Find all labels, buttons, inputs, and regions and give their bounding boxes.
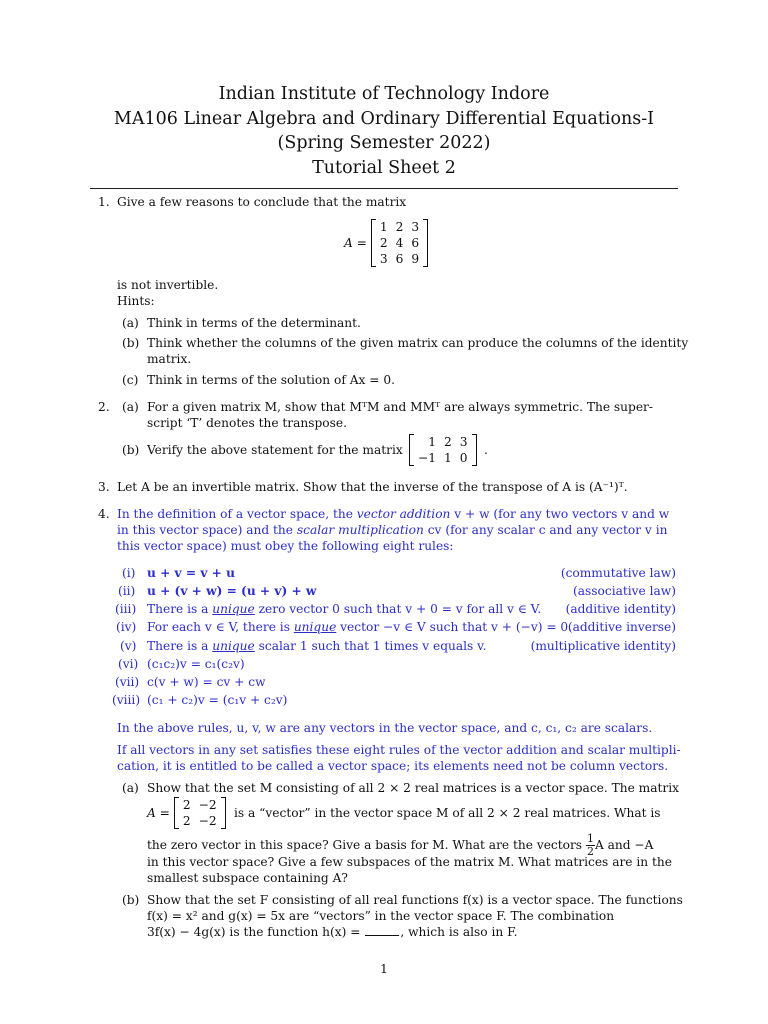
- unique-term: unique: [212, 639, 255, 653]
- rule-label: (v): [120, 639, 137, 653]
- q4-para2-line1: If all vectors in any set satisfies these eight rules of the vector addition and scalar multipli-: [117, 743, 681, 757]
- matrix-cell: 6: [411, 236, 420, 250]
- rule-pre: There is a: [147, 639, 213, 653]
- rule-text: [147, 601, 541, 618]
- matrix-cell: 0: [459, 451, 468, 465]
- fraction-numerator: 1: [586, 832, 594, 845]
- q4-intro2-a: in this vector space) and the: [117, 523, 297, 537]
- vector-addition-term: vector addition: [356, 507, 451, 521]
- matrix-cell: 3: [379, 252, 388, 266]
- q4-intro-line1: [117, 506, 669, 523]
- answer-blank: [365, 935, 399, 936]
- matrix-cell: −2: [198, 814, 217, 828]
- q2b-end: .: [484, 443, 488, 457]
- q4-intro-line2: [117, 522, 667, 539]
- q4a-matrix: [147, 797, 226, 829]
- matrix-cell: 2: [182, 798, 191, 812]
- matrix-cell: −1: [418, 451, 436, 465]
- q4a-matrix-lhs: A =: [147, 805, 170, 820]
- q4a-line5: smallest subspace containing A?: [147, 871, 348, 885]
- q4a-line1: Show that the set M consisting of all 2 × 2 real matrices is a vector space. The matrix: [147, 781, 679, 795]
- rule-label: (viii): [112, 693, 141, 707]
- unique-term: unique: [212, 602, 255, 616]
- q3-number: 3.: [98, 480, 110, 494]
- sheet-title: Tutorial Sheet 2: [312, 157, 456, 178]
- fraction-denominator: 2: [586, 845, 594, 858]
- q4b-line3: [147, 924, 518, 941]
- matrix-cell: 2: [379, 236, 388, 250]
- q2a-label: (a): [122, 400, 139, 414]
- matrix-cell: 4: [395, 236, 404, 250]
- matrix-cell: 2: [182, 814, 191, 828]
- rule-text: [147, 638, 486, 655]
- q1-after: is not invertible.: [117, 278, 219, 292]
- rule-note: (additive identity): [565, 602, 676, 616]
- q4a-line3-post: A and −A: [594, 838, 654, 852]
- rule-note: (additive inverse): [567, 620, 676, 634]
- institute-name: Indian Institute of Technology Indore: [218, 84, 550, 104]
- rule-label: (vi): [118, 657, 139, 671]
- rule-pre: There is a: [147, 602, 213, 616]
- q4-intro1-a: In the definition of a vector space, the: [117, 507, 357, 521]
- matrix-cell: −2: [198, 798, 217, 812]
- rule-text: u + v = v + u: [147, 566, 235, 580]
- matrix-cell: 2: [443, 435, 452, 449]
- q4-intro-line3: this vector space) must obey the following eight rules:: [117, 539, 454, 553]
- q4b-line2: f(x) = x² and g(x) = 5x are “vectors” in the vector space F. The combination: [147, 909, 615, 923]
- q2b-label: (b): [122, 443, 140, 457]
- semester: (Spring Semester 2022): [277, 133, 491, 153]
- q2-matrix: [409, 434, 477, 466]
- matrix-cell: 1: [443, 451, 452, 465]
- rule-label: (ii): [118, 584, 136, 598]
- q4b-line3-pre: 3f(x) − 4g(x) is the function h(x) =: [147, 925, 365, 939]
- q2a-text: For a given matrix M, show that MᵀM and MMᵀ are always symmetric. The super-: [147, 400, 653, 414]
- hint-label: (b): [122, 336, 140, 350]
- rule-label: (vii): [115, 675, 140, 689]
- q4a-label: (a): [122, 781, 139, 795]
- scalar-multiplication-term: scalar multiplication: [296, 523, 424, 537]
- rule-label: (i): [122, 566, 136, 580]
- hint-text: Think in terms of the determinant.: [147, 316, 361, 330]
- page-number: 1: [380, 962, 388, 976]
- rule-label: (iii): [115, 602, 137, 616]
- hint-label: (a): [122, 316, 139, 330]
- hint-text: Think whether the columns of the given matrix can produce the columns of the identity: [147, 336, 689, 350]
- matrix-cell: 6: [395, 252, 404, 266]
- q3-text: Let A be an invertible matrix. Show that the inverse of the transpose of A is (A⁻¹)ᵀ.: [117, 480, 628, 494]
- matrix-cell: 2: [395, 220, 404, 234]
- q4-para1: In the above rules, u, v, w are any vectors in the vector space, and c, c₁, c₂ are scalars.: [117, 721, 653, 735]
- q1-text: Give a few reasons to conclude that the matrix: [117, 195, 407, 209]
- hint-label: (c): [122, 373, 139, 387]
- hint-text-cont: matrix.: [147, 352, 192, 366]
- rule-text: (c₁c₂)v = c₁(c₂v): [147, 657, 245, 671]
- rule-pre: For each v ∈ V, there is: [147, 620, 294, 634]
- rule-text: c(v + w) = cv + cw: [147, 675, 266, 689]
- q1-matrix-lhs: A =: [344, 235, 367, 250]
- course-title: MA106 Linear Algebra and Ordinary Differential Equations-I: [113, 108, 655, 129]
- q4b-label: (b): [122, 893, 140, 907]
- rule-text: [147, 619, 572, 636]
- unique-term: unique: [293, 620, 337, 634]
- rule-note: (multiplicative identity): [530, 639, 676, 653]
- rule-text: u + (v + w) = (u + v) + w: [147, 584, 317, 598]
- q4b-line1: Show that the set F consisting of all real functions f(x) is a vector space. The functions: [147, 893, 683, 907]
- rule-text: (c₁ + c₂)v = (c₁v + c₂v): [147, 693, 288, 707]
- q4-number: 4.: [98, 507, 110, 521]
- header-rule: [90, 188, 678, 189]
- matrix-cell: 3: [411, 220, 420, 234]
- q2b-text: Verify the above statement for the matrix: [147, 443, 403, 457]
- rule-post: scalar 1 such that 1 times v equals v.: [254, 639, 487, 653]
- matrix-cell: 3: [459, 435, 468, 449]
- q4a-line3-pre: the zero vector in this space? Give a basis for M. What are the vectors: [147, 838, 586, 852]
- document-header: [90, 82, 678, 180]
- matrix-cell: 1: [379, 220, 388, 234]
- q4-intro2-c: cv (for any scalar c and any vector v in: [423, 523, 668, 537]
- rule-label: (iv): [116, 620, 137, 634]
- rule-post: zero vector 0 such that v + 0 = v for all v ∈ V.: [254, 602, 542, 616]
- q1-number: 1.: [98, 195, 110, 209]
- q4a-line4: in this vector space? Give a few subspaces of the matrix M. What matrices are in the: [147, 855, 672, 869]
- q4b-line3-post: , which is also in F.: [400, 925, 518, 939]
- q4-para2-line2: cation, it is entitled to be called a vector space; its elements need not be column vectors.: [117, 759, 669, 773]
- rule-note: (associative law): [573, 584, 676, 598]
- matrix-cell: 9: [411, 252, 420, 266]
- q4a-line2: is a “vector” in the vector space M of all 2 × 2 real matrices. What is: [234, 806, 661, 820]
- hint-text: Think in terms of the solution of Ax = 0.: [147, 373, 395, 387]
- rule-post: vector −v ∈ V such that v + (−v) = 0.: [336, 620, 573, 634]
- q2a-text-cont: script ‘T’ denotes the transpose.: [147, 416, 347, 430]
- q1-hints-label: Hints:: [117, 294, 155, 308]
- matrix-cell: 1: [428, 435, 436, 449]
- rule-note: (commutative law): [560, 566, 676, 580]
- q4-intro1-c: v + w (for any two vectors v and w: [450, 507, 670, 521]
- q2-number: 2.: [98, 400, 110, 414]
- q1-matrix: [344, 219, 428, 267]
